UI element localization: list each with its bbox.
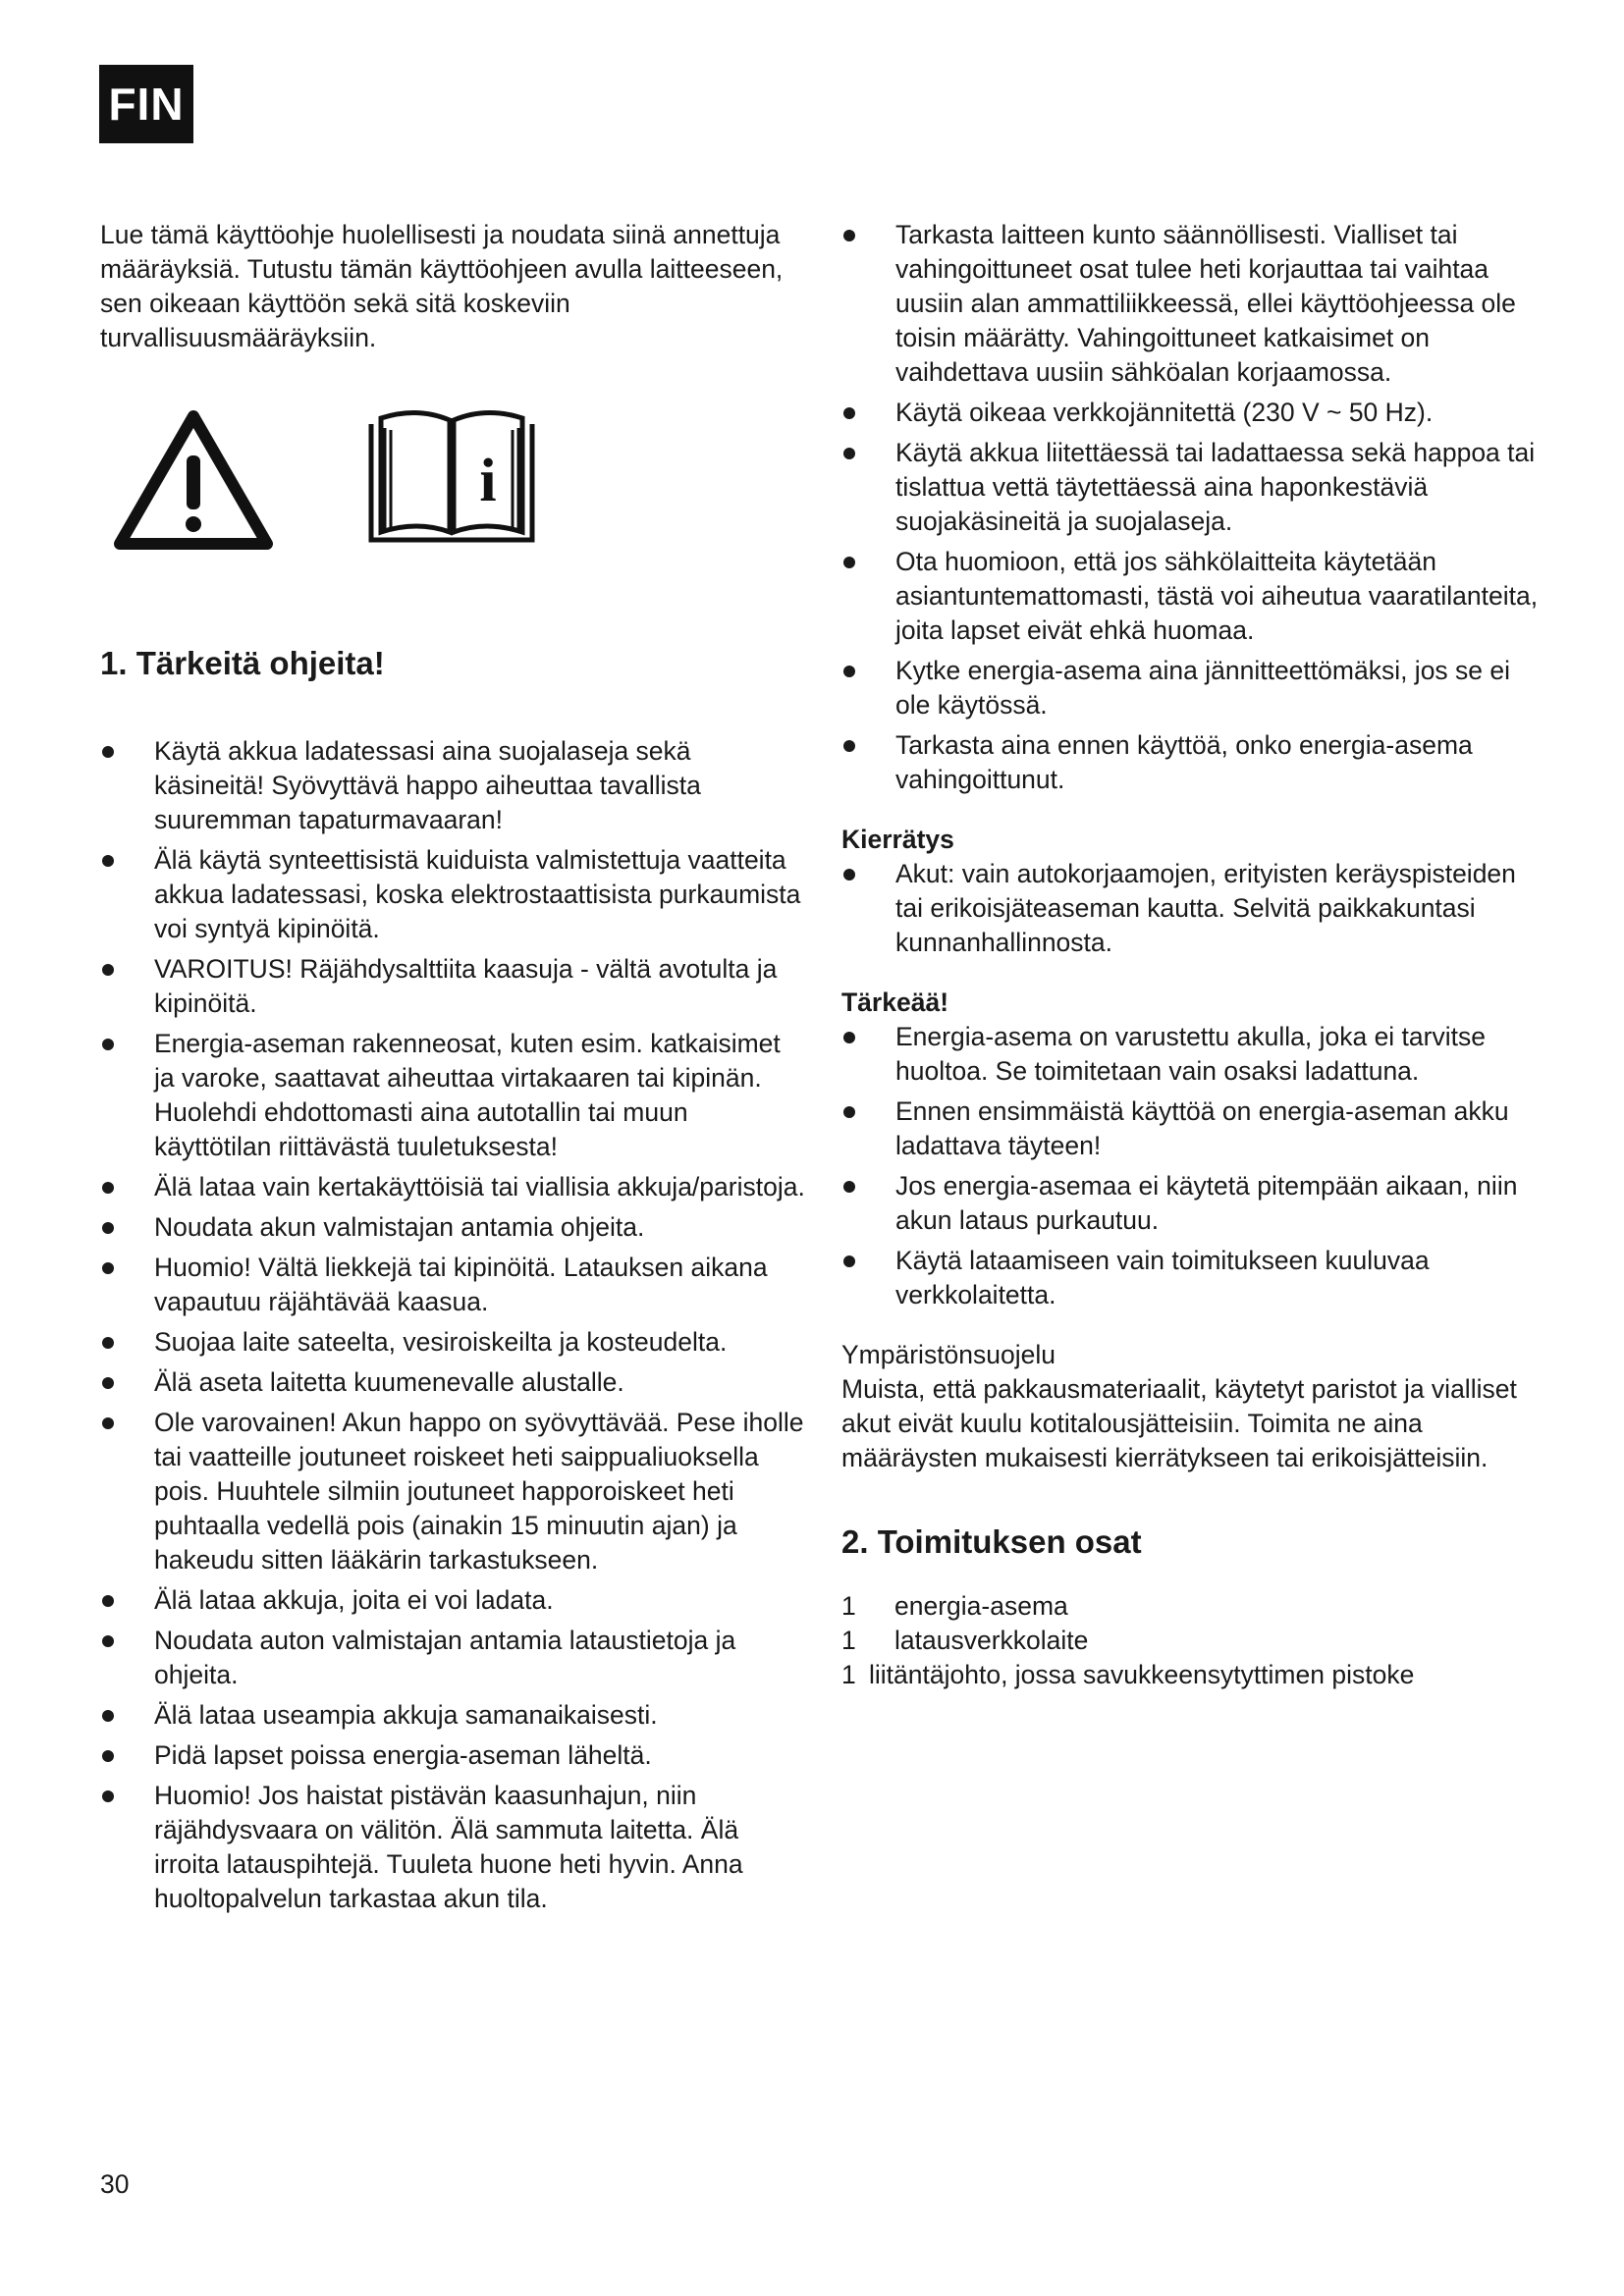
quantity: 1 <box>841 1591 856 1621</box>
list-item: Käytä akkua liitettäessä tai ladattaessa sekä happoa tai tislattua vettä täytettäessä aina haponkestäviä suojakäsineitä ja suojalaseja. <box>841 436 1548 539</box>
important-list <box>841 1020 1548 1312</box>
list-item: Suojaa laite sateelta, vesiroiskeilta ja kosteudelta. <box>100 1325 807 1360</box>
list-item: Tarkasta aina ennen käyttöä, onko energia-asema vahingoittunut. <box>841 728 1548 797</box>
list-item: Käytä akkua ladatessasi aina suojalaseja sekä käsineitä! Syövyttävä happo aiheuttaa tavallista suuremman tapaturmavaaran! <box>100 734 807 837</box>
list-item: Käytä oikeaa verkkojännitettä (230 V ~ 50 Hz). <box>841 396 1548 430</box>
section-heading-important-instructions: 1. Tärkeitä ohjeita! <box>100 645 385 681</box>
environment-paragraph: Muista, että pakkausmateriaalit, käytetyt paristot ja vialliset akut eivät kuulu kotitalousjätteisiin. Toimita ne aina määräysten mukaisesti kierrätykseen tai erikoisjätteisiin. <box>841 1374 1517 1472</box>
part-name: latausverkkolaite <box>894 1626 1089 1655</box>
list-item: Energia-aseman rakenneosat, kuten esim. katkaisimet ja varoke, saattavat aiheuttaa virtakaaren tai kipinän. Huolehdi ehdottomasti aina autotallin tai muun käyttötilan riittävästä tuuletuksesta! <box>100 1027 807 1164</box>
important-heading: Tärkeää! <box>841 988 949 1017</box>
warning-triangle-icon <box>110 406 277 554</box>
list-item <box>841 1658 1548 1692</box>
list-item: Huomio! Jos haistat pistävän kaasunhajun, niin räjähdysvaara on välitön. Älä sammuta laitetta. Älä irroita latauspihtejä. Tuuleta huone heti hyvin. Anna huoltopalvelun tarkastaa akun tila. <box>100 1779 807 1916</box>
recycling-list <box>841 857 1548 960</box>
list-item: Ennen ensimmäistä käyttöä on energia-aseman akku ladattava täyteen! <box>841 1095 1548 1163</box>
list-item: Älä käytä synteettisistä kuiduista valmistettuja vaatteita akkua ladatessasi, koska elektrostaattisista purkaumista voi syntyä kipinöitä. <box>100 843 807 946</box>
safety-instructions-list <box>100 734 807 1916</box>
list-item: Ole varovainen! Akun happo on syövyttävää. Pese iholle tai vaatteille joutuneet roiskeet heti saippualiuoksella pois. Huuhtele silmiin joutuneet happoroiskeet heti puhtaalla vedellä pois (ainakin 15 minuutin ajan) ja hakeudu sitten lääkärin tarkastukseen. <box>100 1406 807 1577</box>
left-column <box>100 218 807 1922</box>
list-item: Älä lataa useampia akkuja samanaikaisesti. <box>100 1698 807 1733</box>
list-item: Älä lataa akkuja, joita ei voi ladata. <box>100 1583 807 1618</box>
symbol-row <box>100 402 807 599</box>
list-item: Akut: vain autokorjaamojen, erityisten keräyspisteiden tai erikoisjäteaseman kautta. Selvitä paikkakuntasi kunnanhallinnosta. <box>841 857 1548 960</box>
list-item: Kytke energia-asema aina jännitteettömäksi, jos se ei ole käytössä. <box>841 654 1548 722</box>
list-item: Energia-asema on varustettu akulla, joka ei tarvitse huoltoa. Se toimitetaan vain osaksi ladattuna. <box>841 1020 1548 1089</box>
list-item: Älä aseta laitetta kuumenevalle alustalle. <box>100 1365 807 1400</box>
intro-paragraph: Lue tämä käyttöohje huolellisesti ja noudata siinä annettuja määräyksiä. Tutustu tämän käyttöohjeen avulla laitteeseen, sen oikeaan käyttöön sekä sitä koskeviin turvallisuusmääräyksiin. <box>100 220 784 352</box>
right-column <box>841 218 1548 1692</box>
list-item: Noudata akun valmistajan antamia ohjeita. <box>100 1210 807 1245</box>
list-item: Älä lataa vain kertakäyttöisiä tai viallisia akkuja/paristoja. <box>100 1170 807 1204</box>
part-name: energia-asema <box>894 1591 1068 1621</box>
safety-instructions-list-continued <box>841 218 1548 797</box>
list-item <box>841 1589 1548 1624</box>
language-badge: FIN <box>99 65 193 143</box>
environment-heading: Ympäristönsuojelu <box>841 1340 1056 1369</box>
list-item: Tarkasta laitteen kunto säännöllisesti. Vialliset tai vahingoittuneet osat tulee heti korjauttaa tai vaihtaa uusiin alan ammattiliikkeessä, ellei käyttöohjeessa ole toisin määrätty. Vahingoittuneet katkaisimet on vaihdettava uusiin sähköalan korjaamossa. <box>841 218 1548 390</box>
recycling-heading: Kierrätys <box>841 825 954 854</box>
manual-info-icon <box>363 402 540 550</box>
list-item: Jos energia-asemaa ei käytetä pitempään aikaan, niin akun lataus purkautuu. <box>841 1169 1548 1238</box>
page-number: 30 <box>100 2169 130 2199</box>
section-heading-delivery-contents: 2. Toimituksen osat <box>841 1523 1142 1560</box>
quantity: 1 <box>841 1660 856 1689</box>
list-item: VAROITUS! Räjähdysalttiita kaasuja - vältä avotulta ja kipinöitä. <box>100 952 807 1021</box>
list-item <box>841 1624 1548 1658</box>
list-item: Ota huomioon, että jos sähkölaitteita käytetään asiantuntemattomasti, tästä voi aiheutua vaaratilanteita, joita lapset eivät ehkä huomaa. <box>841 545 1548 648</box>
list-item: Käytä lataamiseen vain toimitukseen kuuluvaa verkkolaitetta. <box>841 1244 1548 1312</box>
list-item: Huomio! Vältä liekkejä tai kipinöitä. Latauksen aikana vapautuu räjähtävää kaasua. <box>100 1251 807 1319</box>
list-item: Pidä lapset poissa energia-aseman läheltä. <box>100 1738 807 1773</box>
part-name: liitäntäjohto, jossa savukkeensytyttimen pistoke <box>869 1660 1415 1689</box>
svg-text:i: i <box>479 448 497 514</box>
list-item: Noudata auton valmistajan antamia lataustietoja ja ohjeita. <box>100 1624 807 1692</box>
quantity: 1 <box>841 1626 856 1655</box>
delivery-contents-list <box>841 1589 1548 1692</box>
